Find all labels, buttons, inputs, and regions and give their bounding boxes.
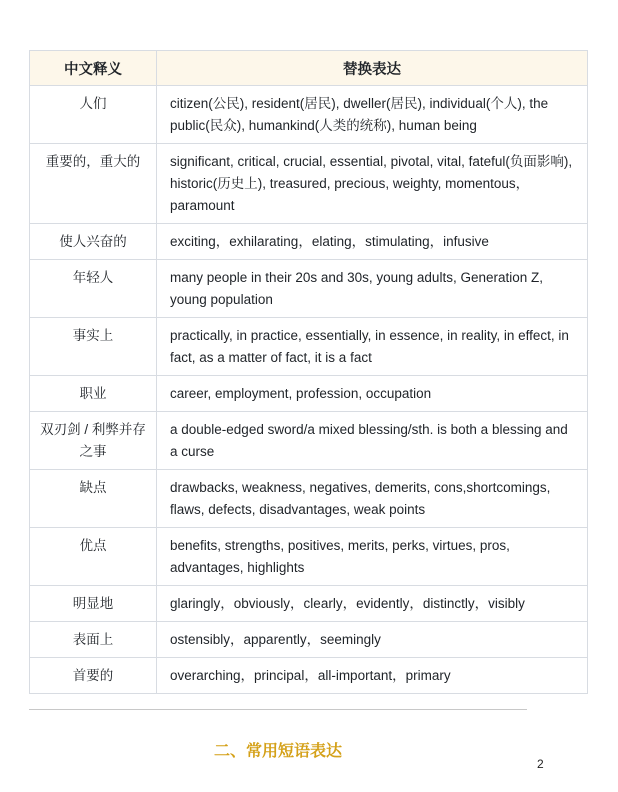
- replacement-expressions-cell: significant, critical, crucial, essential, pivotal, vital, fateful(负面影响), historic(历史上), treasured, precious, weighty, momentous，paramount: [157, 144, 588, 224]
- chinese-meaning-cell: 明显地: [30, 586, 157, 622]
- table-row: [30, 144, 588, 224]
- chinese-meaning-cell: 人们: [30, 86, 157, 144]
- vocabulary-table: [29, 50, 588, 694]
- table-row: [30, 586, 588, 622]
- chinese-meaning-cell: 重要的，重大的: [30, 144, 157, 224]
- table-row: [30, 658, 588, 694]
- table-row: [30, 224, 588, 260]
- table-row: [30, 470, 588, 528]
- replacement-expressions-cell: benefits, strengths, positives, merits, perks, virtues, pros, advantages, highlights: [157, 528, 588, 586]
- chinese-meaning-cell: 双刃剑 / 利弊并存之事: [30, 412, 157, 470]
- replacement-expressions-cell: overarching，principal，all-important，primary: [157, 658, 588, 694]
- table-header-row: [30, 51, 588, 86]
- chinese-meaning-cell: 首要的: [30, 658, 157, 694]
- table-row: [30, 412, 588, 470]
- replacement-expressions-cell: many people in their 20s and 30s, young adults, Generation Z, young population: [157, 260, 588, 318]
- table-row: [30, 318, 588, 376]
- replacement-expressions-cell: citizen(公民), resident(居民), dweller(居民), individual(个人), the public(民众), humankind(人类的统称), human being: [157, 86, 588, 144]
- chinese-meaning-cell: 年轻人: [30, 260, 157, 318]
- chinese-meaning-cell: 职业: [30, 376, 157, 412]
- replacement-expressions-cell: exciting，exhilarating，elating，stimulating，infusive: [157, 224, 588, 260]
- header-replacement-expressions: 替换表达: [157, 51, 588, 86]
- table-row: [30, 260, 588, 318]
- chinese-meaning-cell: 使人兴奋的: [30, 224, 157, 260]
- section-divider: [29, 709, 527, 710]
- replacement-expressions-cell: a double-edged sword/a mixed blessing/sth. is both a blessing and a curse: [157, 412, 588, 470]
- chinese-meaning-cell: 事实上: [30, 318, 157, 376]
- table-row: [30, 376, 588, 412]
- chinese-meaning-cell: 缺点: [30, 470, 157, 528]
- section-heading: 二、常用短语表达: [213, 743, 342, 760]
- replacement-expressions-cell: glaringly，obviously，clearly，evidently，distinctly，visibly: [157, 586, 588, 622]
- replacement-expressions-cell: drawbacks, weakness, negatives, demerits, cons,shortcomings, flaws, defects, disadvantages, weak points: [157, 470, 588, 528]
- replacement-expressions-cell: practically, in practice, essentially, in essence, in reality, in effect, in fact, as a matter of fact, it is a fact: [157, 318, 588, 376]
- header-chinese-meaning: 中文释义: [30, 51, 157, 86]
- chinese-meaning-cell: 表面上: [30, 622, 157, 658]
- page-number: 2: [537, 757, 544, 771]
- table-row: [30, 86, 588, 144]
- replacement-expressions-cell: career, employment, profession, occupation: [157, 376, 588, 412]
- table-row: [30, 528, 588, 586]
- table-row: [30, 622, 588, 658]
- replacement-expressions-cell: ostensibly，apparently，seemingly: [157, 622, 588, 658]
- chinese-meaning-cell: 优点: [30, 528, 157, 586]
